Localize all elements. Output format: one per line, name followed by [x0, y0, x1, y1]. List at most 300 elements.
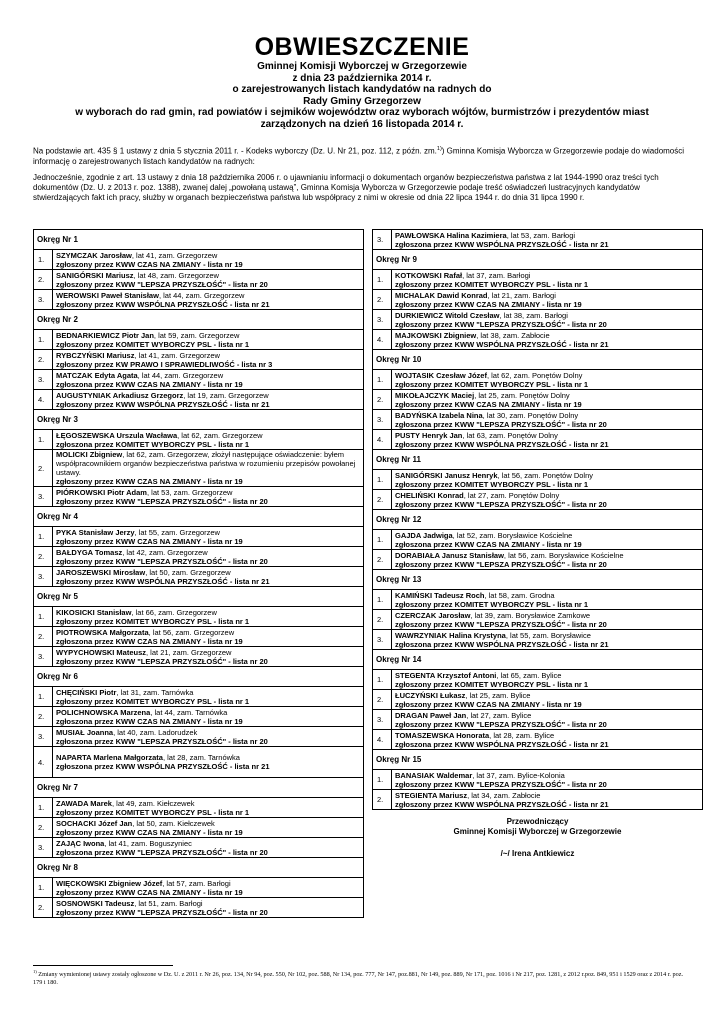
candidate-info: , lat 34, zam. Zabłocie — [467, 790, 541, 800]
candidate-list: zgłoszony przez KWW WSPÓLNA PRZYSZŁOŚĆ - lista nr 21 — [56, 576, 270, 586]
candidate-row — [373, 290, 703, 310]
candidate-line — [56, 608, 360, 617]
candidate-number: 2. — [34, 270, 53, 290]
okreg-header: Okręg Nr 13 — [373, 570, 703, 590]
candidate-name: PYKA Stanisław Jerzy — [56, 527, 135, 537]
candidate-number: 3. — [373, 310, 392, 330]
candidate-line — [395, 551, 699, 560]
candidate-row — [373, 310, 703, 330]
signature-role: Przewodniczący — [506, 817, 569, 826]
candidate-list: zgłoszony przez KWW "LEPSZA PRZYSZŁOŚĆ" - lista nr 20 — [395, 499, 607, 509]
okreg-header-row — [373, 350, 703, 370]
okreg-header-row — [373, 570, 703, 590]
candidate-info: , lat 53, zam. Grzegorzew — [146, 487, 233, 497]
candidate-number: 2. — [373, 550, 392, 570]
candidate-info: , lat 57, zam. Barłogi — [162, 878, 231, 888]
candidate-row — [373, 610, 703, 630]
candidate-number: 1. — [373, 770, 392, 790]
candidate-cell — [53, 330, 364, 350]
candidate-name: ZAWADA Marek — [56, 798, 112, 808]
okreg-header: Okręg Nr 2 — [34, 310, 364, 330]
candidate-row — [34, 647, 364, 667]
candidate-row — [34, 747, 364, 778]
candidate-name: MOLICKI Zbigniew — [56, 450, 123, 459]
candidate-name: WYPYCHOWSKI Mateusz — [56, 647, 147, 657]
candidate-list: zgłoszony przez KWW CZAS NA ZMIANY - lista nr 19 — [56, 827, 243, 837]
candidate-cell — [392, 550, 703, 570]
candidate-line — [395, 711, 699, 720]
candidate-line — [395, 491, 699, 500]
candidate-line — [395, 471, 699, 480]
candidate-line — [56, 251, 360, 260]
document-subtitle — [0, 61, 724, 131]
candidate-number: 2. — [34, 627, 53, 647]
candidate-row — [34, 250, 364, 270]
candidate-row — [34, 270, 364, 290]
candidate-cell — [53, 878, 364, 898]
candidate-number: 4. — [34, 390, 53, 410]
candidate-list: zgłoszony przez KW PRAWO I SPRAWIEDLIWOŚĆ - lista nr 3 — [56, 359, 273, 369]
candidate-number: 4. — [34, 747, 53, 778]
okreg-header-row — [34, 858, 364, 878]
candidate-cell — [392, 630, 703, 650]
candidate-line — [395, 771, 699, 780]
candidate-number: 1. — [34, 878, 53, 898]
candidate-name: GAJDA Jadwiga — [395, 530, 453, 540]
document-title: OBWIESZCZENIE — [254, 33, 470, 61]
candidate-name: MATCZAK Edyta Agata — [56, 370, 138, 380]
candidate-info: , lat 63, zam. Ponętów Dolny — [462, 430, 558, 440]
candidate-list: zgłoszona przez KWW "LEPSZA PRZYSZŁOŚĆ" - lista nr 20 — [56, 736, 268, 746]
candidate-row — [373, 490, 703, 510]
candidate-number: 4. — [373, 330, 392, 350]
footnote — [33, 968, 693, 987]
candidate-line — [56, 648, 360, 657]
subtitle-line: Rady Gminy Grzegorzew — [303, 95, 421, 107]
candidate-list: zgłoszony przez KOMITET WYBORCZY PSL - lista nr 1 — [395, 479, 589, 489]
candidate-line — [395, 671, 699, 680]
candidate-list: zgłoszona przez KWW CZAS NA ZMIANY - lista nr 19 — [56, 636, 243, 646]
candidate-info: , lat 49, zam. Kiełczewek — [111, 798, 195, 808]
candidate-number: 3. — [34, 370, 53, 390]
candidate-cell — [392, 410, 703, 430]
candidate-number: 2. — [34, 898, 53, 918]
candidate-info: , lat 66, zam. Grzegorzew — [131, 607, 217, 617]
candidate-line — [395, 291, 699, 300]
candidate-row — [34, 838, 364, 858]
candidate-cell — [53, 647, 364, 667]
candidate-cell — [392, 610, 703, 630]
candidate-line — [56, 450, 360, 477]
candidate-name: DRAGAN Paweł Jan — [395, 710, 467, 720]
candidate-info: , lat 53, zam. Barłogi — [506, 230, 576, 240]
candidate-name: DURKIEWICZ Witold Czesław — [395, 310, 500, 320]
subtitle-line: z dnia 23 października 2014 r. — [292, 72, 432, 84]
legal-basis-paragraph — [33, 144, 693, 167]
candidate-row — [373, 530, 703, 550]
candidate-list: zgłoszony przez KWW WSPÓLNA PRZYSZŁOŚĆ - lista nr 21 — [395, 439, 609, 449]
candidate-row — [34, 607, 364, 627]
candidate-name: TOMASZEWSKA Honorata — [395, 730, 490, 740]
candidate-list: zgłoszona przez KWW CZAS NA ZMIANY - lista nr 19 — [395, 539, 582, 549]
candidate-info: , lat 59, zam. Grzegorzew — [153, 330, 240, 340]
candidate-list: zgłoszona przez KWW CZAS NA ZMIANY - lista nr 19 — [56, 716, 243, 726]
candidate-cell — [53, 707, 364, 727]
candidate-row — [34, 330, 364, 350]
candidate-cell — [53, 627, 364, 647]
okreg-header: Okręg Nr 6 — [34, 667, 364, 687]
candidate-number: 1. — [373, 270, 392, 290]
candidate-line — [395, 411, 699, 420]
candidate-line — [56, 391, 360, 400]
candidate-line — [56, 271, 360, 280]
candidate-line — [56, 688, 360, 697]
candidate-name: STEGENTA Krzysztof Antoni — [395, 670, 497, 680]
candidate-list: zgłoszony przez KOMITET WYBORCZY PSL - lista nr 1 — [56, 807, 250, 817]
candidate-row — [373, 670, 703, 690]
candidate-info: , lat 38, zam. Zabłocie — [476, 330, 550, 340]
lustration-paragraph: Jednocześnie, zgodnie z art. 13 ustawy z dnia 18 października 2006 r. o ujawnianiu informacji o dokumentach organów bezpieczeństwa państwa z lat 1944-1990 oraz treści tych dokumentów (Dz. U. z 2013 r. poz. 1388), zwanej dalej „powołaną ustawą”, Gminna Komisja Wyborcza w Grzegorzewie podaje treść oświadczeń lustracyjnych kandydatów stwierdzających fakt ich pracy, służby w organach bezpieczeństwa państwa lub współpracy z nimi w okresie od dnia 22 lipca 1944 r. do dnia 31 lipca 1990 r. — [33, 173, 659, 202]
candidate-number: 1. — [34, 687, 53, 707]
candidate-row — [373, 230, 703, 250]
candidate-list: zgłoszony przez KWW "LEPSZA PRZYSZŁOŚĆ" - lista nr 20 — [56, 656, 268, 666]
candidate-info: , lat 51, zam. Barłogi — [134, 898, 203, 908]
candidate-number: 3. — [34, 727, 53, 747]
candidate-number: 4. — [373, 430, 392, 450]
candidate-cell — [392, 730, 703, 750]
okreg-header-row — [34, 587, 364, 607]
candidate-number: 3. — [373, 630, 392, 650]
candidate-cell — [53, 838, 364, 858]
candidate-name: WAWRZYNIAK Halina Krystyna — [395, 630, 506, 640]
signature-body: Gminnej Komisji Wyborczej w Grzegorzewie — [453, 827, 622, 836]
candidate-name: MUSIAŁ Joanna — [56, 727, 114, 737]
candidate-name: CZERCZAK Jarosław — [395, 610, 471, 620]
candidate-row — [373, 270, 703, 290]
candidate-name: KAMIŃSKI Tadeusz Roch — [395, 590, 485, 600]
candidate-list: zgłoszona przez KWW CZAS NA ZMIANY - lista nr 19 — [56, 379, 243, 389]
candidate-row — [34, 487, 364, 507]
candidate-name: ŁUCZYŃSKI Łukasz — [395, 690, 466, 700]
candidate-list: zgłoszony przez KWW CZAS NA ZMIANY - lista nr 19 — [395, 699, 582, 709]
okreg-header-row — [373, 510, 703, 530]
okreg-header: Okręg Nr 15 — [373, 750, 703, 770]
candidate-row — [34, 547, 364, 567]
candidate-line — [395, 611, 699, 620]
candidate-line — [56, 568, 360, 577]
candidate-list: zgłoszona przez KOMITET WYBORCZY PSL - lista nr 1 — [56, 439, 250, 449]
candidate-info: , lat 50, zam. Grzegorzew — [145, 567, 231, 577]
candidate-name: ŁĘGOSZEWSKA Urszula Wacława — [56, 430, 178, 440]
candidate-number: 2. — [34, 818, 53, 838]
candidate-name: BANASIAK Waldemar — [395, 770, 473, 780]
candidate-row — [34, 390, 364, 410]
candidate-line — [56, 351, 360, 360]
subtitle-line: Gminnej Komisji Wyborczej w Grzegorzewie — [257, 61, 467, 72]
okreg-header: Okręg Nr 14 — [373, 650, 703, 670]
candidate-name: POLICHNOWSKA Marzena — [56, 707, 151, 717]
okreg-header: Okręg Nr 11 — [373, 450, 703, 470]
candidate-row — [373, 690, 703, 710]
candidate-line — [56, 879, 360, 888]
candidate-list: zgłoszony przez KWW CZAS NA ZMIANY - lista nr 19 — [56, 536, 243, 546]
candidate-row — [34, 687, 364, 707]
candidate-list: zgłoszony przez KOMITET WYBORCZY PSL - lista nr 1 — [395, 279, 589, 289]
candidate-cell — [53, 898, 364, 918]
okreg-header-row — [373, 450, 703, 470]
candidate-line — [56, 799, 360, 808]
candidate-name: BADYŃSKA Izabela Nina — [395, 410, 483, 420]
candidate-number: 2. — [373, 390, 392, 410]
candidate-row — [34, 370, 364, 390]
candidate-name: BAŁDYGA Tomasz — [56, 547, 123, 557]
candidate-info: , lat 39, zam. Borysławice Zamkowe — [470, 610, 591, 620]
candidate-info: , lat 56, zam. Borysławice Kościelne — [503, 550, 624, 560]
candidate-line — [56, 708, 360, 717]
candidate-list: zgłoszony przez KWW "LEPSZA PRZYSZŁOŚĆ" - lista nr 20 — [395, 779, 607, 789]
candidate-name: WOJTASIK Czesław Józef — [395, 370, 487, 380]
candidate-row — [373, 630, 703, 650]
okreg-header: Okręg Nr 1 — [34, 230, 364, 250]
candidate-cell — [392, 710, 703, 730]
candidate-list: zgłoszony przez KWW "LEPSZA PRZYSZŁOŚĆ" - lista nr 20 — [395, 619, 607, 629]
candidate-name: NAPARTA Marlena Małgorzata — [56, 753, 163, 762]
candidate-number: 3. — [34, 647, 53, 667]
candidate-number: 2. — [373, 490, 392, 510]
candidate-info: , lat 38, zam. Barłogi — [499, 310, 568, 320]
candidate-number: 2. — [34, 547, 53, 567]
candidate-info: , lat 62, zam. Grzegorzew — [177, 430, 263, 440]
candidate-number: 2. — [34, 350, 53, 370]
candidate-name: MIKOŁAJCZYK Maciej — [395, 390, 475, 400]
candidate-cell — [53, 430, 364, 450]
left-candidates-table — [33, 229, 364, 918]
candidate-row — [373, 770, 703, 790]
candidate-list: zgłoszona przez KWW WSPÓLNA PRZYSZŁOŚĆ - lista nr 21 — [395, 739, 609, 749]
candidate-info: , lat 25, zam. Ponętów Dolny — [474, 390, 570, 400]
candidate-row — [34, 707, 364, 727]
candidate-info: , lat 41, zam. Grzegorzew — [134, 350, 220, 360]
candidate-cell — [392, 490, 703, 510]
candidate-list: zgłoszony przez KWW "LEPSZA PRZYSZŁOŚĆ" - lista nr 20 — [56, 496, 268, 506]
candidate-name: KOTKOWSKI Rafał — [395, 270, 463, 280]
candidate-list: zgłoszona przez KWW WSPÓLNA PRZYSZŁOŚĆ - lista nr 21 — [395, 239, 609, 249]
candidate-line — [56, 899, 360, 908]
candidate-name: MICHALAK Dawid Konrad — [395, 290, 488, 300]
candidate-cell — [53, 250, 364, 270]
candidate-list: zgłoszony przez KWW CZAS NA ZMIANY - lista nr 19 — [395, 299, 582, 309]
candidate-cell — [392, 370, 703, 390]
candidate-cell — [392, 590, 703, 610]
candidate-info: , lat 27, zam. Ponętów Dolny — [463, 490, 560, 500]
candidate-name: SOSNOWSKI Tadeusz — [56, 898, 135, 908]
candidate-cell — [53, 547, 364, 567]
okreg-header: Okręg Nr 5 — [34, 587, 364, 607]
candidate-cell — [53, 270, 364, 290]
candidate-name: SANIGÓRSKI Mariusz — [56, 270, 134, 280]
candidate-number: 1. — [34, 798, 53, 818]
candidate-line — [395, 531, 699, 540]
candidate-number: 2. — [34, 707, 53, 727]
candidate-list: zgłoszona przez KWW "LEPSZA PRZYSZŁOŚĆ" - lista nr 20 — [56, 847, 268, 857]
candidate-line — [56, 488, 360, 497]
candidate-cell — [53, 818, 364, 838]
candidate-row — [373, 370, 703, 390]
candidate-info: , lat 55, zam. Borysławice — [505, 630, 591, 640]
legal-basis-text: Na podstawie art. 435 § 1 ustawy z dnia 5 stycznia 2011 r. - Kodeks wyborczy (Dz. U. Nr 21, poz. 112, z późn. zm. — [33, 146, 437, 156]
candidate-cell — [53, 798, 364, 818]
candidate-list: zgłoszony przez KWW CZAS NA ZMIANY - lista nr 19 — [395, 399, 582, 409]
candidate-list: zgłoszony przez KWW WSPÓLNA PRZYSZŁOŚĆ - lista nr 21 — [56, 299, 270, 309]
candidate-info: , lat 37, zam. Barłogi — [462, 270, 531, 280]
candidate-line — [395, 591, 699, 600]
candidate-row — [373, 730, 703, 750]
subtitle-line: w wyborach do rad gmin, rad powiatów i sejmików województw oraz wyborach wójtów, burmistrzów i prezydentów miast — [75, 107, 649, 119]
candidate-cell — [392, 330, 703, 350]
candidate-info: , lat 56, zam. Grzegorzew — [148, 627, 235, 637]
candidate-list: zgłoszony przez KOMITET WYBORCZY PSL - lista nr 1 — [395, 379, 589, 389]
subtitle-line: o zarejestrowanych listach kandydatów na radnych do — [232, 84, 492, 96]
candidate-name: SANIGÓRSKI Janusz Henryk — [395, 470, 498, 480]
candidate-number: 1. — [34, 330, 53, 350]
candidate-number: 1. — [34, 607, 53, 627]
candidate-name: PUSTY Henryk Jan — [395, 430, 463, 440]
candidate-info: , lat 28, zam. Tarnówka — [162, 753, 240, 762]
candidate-list: zgłoszony przez KWW "LEPSZA PRZYSZŁOŚĆ" - lista nr 20 — [395, 559, 607, 569]
candidate-cell — [392, 430, 703, 450]
candidate-line — [395, 331, 699, 340]
candidate-row — [373, 710, 703, 730]
okreg-header-row — [34, 230, 364, 250]
candidate-number: 2. — [34, 450, 53, 487]
candidate-number: 1. — [34, 430, 53, 450]
candidate-cell — [53, 370, 364, 390]
candidate-list: zgłoszony przez KWW "LEPSZA PRZYSZŁOŚĆ" - lista nr 20 — [56, 279, 268, 289]
footnote-divider — [33, 965, 173, 966]
candidate-name: CHĘCIŃSKI Piotr — [56, 687, 117, 697]
candidate-cell — [392, 390, 703, 410]
candidate-row — [34, 430, 364, 450]
candidate-info: , lat 44, zam. Tarnówka — [150, 707, 228, 717]
okreg-header: Okręg Nr 8 — [34, 858, 364, 878]
candidate-name: CHELIŃSKI Konrad — [395, 490, 464, 500]
candidate-line — [56, 291, 360, 300]
candidate-info: , lat 27, zam. Bylice — [466, 710, 532, 720]
candidate-cell — [53, 290, 364, 310]
footnote-marker: 1) — [33, 969, 37, 974]
candidate-list: zgłoszony przez KOMITET WYBORCZY PSL - lista nr 1 — [56, 696, 250, 706]
candidate-info: , lat 56, zam. Ponętów Dolny — [497, 470, 593, 480]
candidate-info: , lat 65, zam. Bylice — [496, 670, 562, 680]
candidate-cell — [392, 310, 703, 330]
candidate-list: zgłoszona przez KWW WSPÓLNA PRZYSZŁOŚĆ - lista nr 21 — [395, 639, 609, 649]
candidate-line — [56, 331, 360, 340]
candidate-line — [56, 839, 360, 848]
candidate-info: , lat 44, zam. Grzegorzew — [158, 290, 245, 300]
candidate-line — [56, 548, 360, 557]
candidate-number: 2. — [373, 290, 392, 310]
candidate-info: , lat 19, zam. Grzegorzew — [183, 390, 269, 400]
candidate-row — [34, 727, 364, 747]
candidate-number: 3. — [373, 710, 392, 730]
candidate-number: 3. — [34, 567, 53, 587]
candidate-info: , lat 37, zam. Bylice-Kolonia — [472, 770, 565, 780]
candidate-number: 3. — [34, 290, 53, 310]
candidate-list: zgłoszony przez KWW WSPÓLNA PRZYSZŁOŚĆ - lista nr 21 — [395, 339, 609, 349]
okreg-header-row — [34, 507, 364, 527]
candidate-number: 2. — [373, 790, 392, 810]
subtitle-line: zarządzonych na dzień 16 listopada 2014 r. — [260, 118, 464, 130]
candidate-list: zgłoszony przez KWW WSPÓLNA PRZYSZŁOŚĆ - lista nr 21 — [56, 399, 270, 409]
candidate-name: PIÓRKOWSKI Piotr Adam — [56, 487, 147, 497]
candidate-name: WEROWSKI Paweł Stanisław — [56, 290, 159, 300]
candidate-name: KIKOSICKI Stanisław — [56, 607, 132, 617]
candidate-list: zgłoszony przez KWW WSPÓLNA PRZYSZŁOŚĆ - lista nr 21 — [395, 799, 609, 809]
candidate-cell — [392, 230, 703, 250]
candidate-info: , lat 55, zam. Grzegorzew — [134, 527, 220, 537]
footnote-text: Zmiany wymienionej ustawy zostały ogłoszone w Dz. U. z 2011 r. Nr 26, poz. 134, Nr 94, poz. 550, Nr 102, poz. 588, Nr 134, poz. 777, Nr 147, poz.881, Nr 149, poz. 889, Nr 171, poz. 1016 i Nr 217, poz. 1281, z 2012 r.poz. 849, 951 i 1529 oraz z 2014 r. poz. 179 i 180. — [33, 971, 684, 987]
candidate-cell — [53, 687, 364, 707]
candidate-number: 3. — [34, 487, 53, 507]
candidate-cell — [392, 470, 703, 490]
candidate-info: , lat 31, zam. Tarnówka — [116, 687, 194, 697]
okreg-header-row — [373, 750, 703, 770]
candidate-info: , lat 58, zam. Grodna — [484, 590, 555, 600]
candidate-row — [34, 798, 364, 818]
candidate-cell — [53, 390, 364, 410]
candidate-cell — [392, 790, 703, 810]
candidate-name: RYBCZYŃSKI Mariusz — [56, 350, 135, 360]
candidate-row — [34, 898, 364, 918]
candidate-number: 3. — [373, 230, 392, 250]
okreg-header-row — [34, 410, 364, 430]
legal-basis-text-cont: ) Gminna Komisja Wyborcza w Grzegorzewie podaje do wiadomości informację o zarejestrowanych listach kandydatów na radnych: — [33, 146, 685, 166]
candidate-cell — [53, 607, 364, 627]
candidate-row — [373, 470, 703, 490]
candidate-cell — [392, 690, 703, 710]
signature-name: /~/ Irena Antkiewicz — [500, 849, 575, 858]
candidate-info: , lat 21, zam. Grzegorzew — [146, 647, 232, 657]
candidate-list: zgłoszona przez KWW WSPÓLNA PRZYSZŁOŚĆ - lista nr 21 — [56, 762, 270, 771]
right-candidates-column — [372, 229, 703, 810]
candidate-cell — [53, 450, 364, 487]
candidate-cell — [53, 487, 364, 507]
candidate-number: 1. — [373, 470, 392, 490]
candidate-list: zgłoszony przez KOMITET WYBORCZY PSL - lista nr 1 — [56, 616, 250, 626]
okreg-header-row — [34, 778, 364, 798]
candidate-cell — [53, 747, 364, 778]
candidate-info: , lat 42, zam. Grzegorzew — [122, 547, 208, 557]
candidate-name: SOCHACKI Józef Jan — [56, 818, 133, 828]
candidate-number: 1. — [373, 670, 392, 690]
candidate-line — [395, 631, 699, 640]
right-candidates-table — [372, 229, 703, 810]
candidate-row — [34, 818, 364, 838]
candidate-line — [395, 731, 699, 740]
candidate-name: PAWŁOWSKA Halina Kazimiera — [395, 230, 507, 240]
candidate-number: 2. — [373, 690, 392, 710]
candidate-info: , lat 48, zam. Grzegorzew — [133, 270, 219, 280]
candidate-name: MAJKOWSKI Zbigniew — [395, 330, 477, 340]
candidate-line — [395, 691, 699, 700]
candidate-row — [373, 790, 703, 810]
candidate-info: , lat 28, zam. Bylice — [489, 730, 555, 740]
okreg-header-row — [34, 310, 364, 330]
candidate-info: , lat 21, zam. Barłogi — [487, 290, 556, 300]
candidate-name: PIOTROWSKA Małgorzata — [56, 627, 149, 637]
candidate-list: zgłoszony przez KWW "LEPSZA PRZYSZŁOŚĆ" - lista nr 20 — [56, 907, 268, 917]
candidate-row — [34, 878, 364, 898]
